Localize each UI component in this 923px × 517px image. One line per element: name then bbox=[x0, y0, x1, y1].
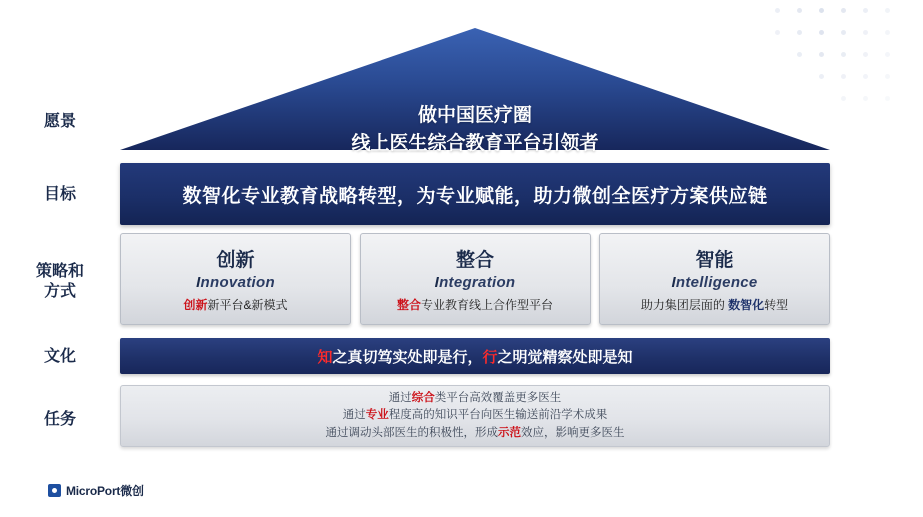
row-label-culture: 文化 bbox=[43, 348, 76, 365]
card-title-cn: 智能 bbox=[695, 249, 734, 271]
row-label-strategy-line2: 方式 bbox=[43, 283, 76, 300]
row-label-task: 任务 bbox=[43, 411, 76, 428]
card-title-en bbox=[671, 274, 757, 291]
culture-highlight-2: 行 bbox=[482, 348, 498, 366]
brand-logo bbox=[48, 482, 144, 499]
vision-line-2: 线上医生综合教育平台引领者 bbox=[351, 132, 599, 154]
culture-highlight-1: 知 bbox=[317, 348, 333, 366]
goal-banner bbox=[120, 163, 830, 225]
task-highlight: 专业 bbox=[365, 409, 389, 422]
vision-text bbox=[120, 102, 830, 157]
card-desc-rest: 专业教育线上合作型平台 bbox=[421, 297, 554, 312]
task-post: 效应，影响更多医生 bbox=[521, 426, 625, 439]
card-desc-highlight: 数智化 bbox=[728, 297, 765, 312]
task-pre: 通过 bbox=[342, 409, 366, 422]
culture-text-1: 之真切笃实处即是行， bbox=[332, 348, 483, 366]
card-title-en-rest: ntegration bbox=[439, 273, 516, 291]
vision-line-1: 做中国医疗圈 bbox=[417, 105, 532, 126]
row-label-goal: 目标 bbox=[43, 186, 76, 203]
strategy-card-intelligence[interactable] bbox=[599, 233, 830, 325]
card-title-cn: 整合 bbox=[455, 249, 494, 271]
card-desc-highlight: 创新 bbox=[183, 297, 208, 312]
row-label-strategy-line1: 策略和 bbox=[35, 263, 84, 280]
card-title-en-rest: ntelligence bbox=[675, 273, 758, 291]
task-post: 程度高的知识平台向医生输送前沿学术成果 bbox=[388, 409, 608, 422]
task-post: 类平台高效覆盖更多医生 bbox=[434, 392, 562, 405]
card-desc-highlight: 整合 bbox=[396, 297, 421, 312]
card-desc-suffix: 转型 bbox=[764, 297, 789, 312]
strategy-card-integration[interactable] bbox=[360, 233, 591, 325]
card-desc-rest: 新平台&新模式 bbox=[207, 297, 288, 312]
culture-text-2: 之明觉精察处即是知 bbox=[497, 348, 633, 366]
task-block bbox=[120, 385, 830, 447]
task-highlight: 综合 bbox=[411, 392, 435, 405]
task-line bbox=[326, 425, 625, 442]
task-pre: 通过 bbox=[388, 392, 412, 405]
task-pre: 通过调动头部医生的积极性，形成 bbox=[325, 426, 498, 439]
card-title-en-initial: I bbox=[196, 273, 201, 291]
task-line bbox=[343, 407, 608, 424]
goal-text: 数智化专业教育战略转型，为专业赋能，助力微创全医疗方案供应链 bbox=[182, 185, 768, 207]
culture-text bbox=[317, 346, 632, 367]
culture-banner bbox=[120, 338, 830, 374]
card-title-en-rest: nnovation bbox=[200, 273, 275, 291]
card-title-cn: 创新 bbox=[216, 249, 255, 271]
vision-roof bbox=[120, 28, 830, 154]
brand-name: MicroPort微创 bbox=[66, 484, 144, 498]
strategy-card-innovation[interactable] bbox=[120, 233, 351, 325]
strategy-cards bbox=[120, 233, 830, 325]
task-line bbox=[389, 390, 562, 407]
card-title-en-initial: I bbox=[434, 273, 440, 291]
task-highlight: 示范 bbox=[498, 426, 521, 439]
row-label-strategy bbox=[0, 262, 120, 302]
card-description bbox=[183, 298, 287, 312]
card-description bbox=[397, 298, 553, 312]
card-description bbox=[641, 298, 788, 312]
row-label-vision: 愿景 bbox=[43, 113, 76, 130]
card-title-en bbox=[435, 274, 516, 291]
card-title-en-initial: I bbox=[671, 273, 676, 291]
microport-mark-icon bbox=[48, 484, 61, 497]
card-desc-prefix: 助力集团层面的 bbox=[640, 297, 729, 312]
row-labels-column bbox=[0, 0, 120, 517]
card-title-en bbox=[196, 274, 275, 291]
